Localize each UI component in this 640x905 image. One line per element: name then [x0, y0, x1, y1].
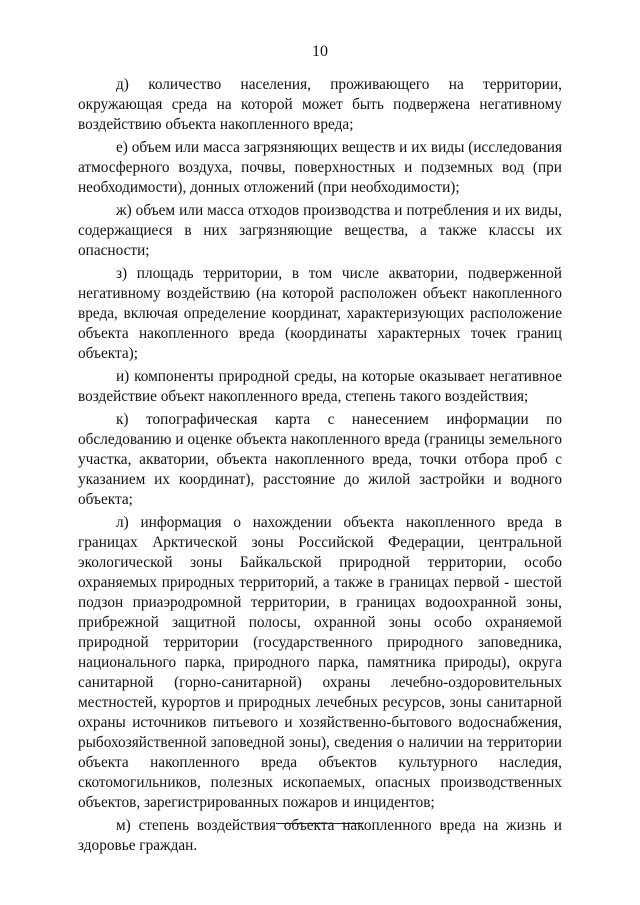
end-separator-line: [276, 823, 363, 824]
paragraph-m: м) степень воздействия объекта накопленного вреда на жизнь и здоровье граждан.: [78, 817, 562, 854]
paragraph-l: л) информация о нахождении объекта накопленного вреда в границах Арктической зоны Российской Федерации, центральной экологической зоны Байкальской природной территории, особо охраняемых природных территорий, а также в границах первой - шестой подзон приаэродромной территории, в границах водоохранной зоны, прибрежной защитной полосы, охранной зоны особо охраняемой природной территории (государственного природного заповедника, национального парка, природного парка, памятника природы), округа санитарной (горно-санитарной) охраны лечебно-оздоровительных местностей, курортов и природных лечебных ресурсов, зоны санитарной охраны источников питьевого и хозяйственно-бытового водоснабжения, рыбохозяйственной заповедной зоны), сведения о наличии на территории объекта накопленного вреда объектов культурного наследия, скотомогильников, полезных ископаемых, опасных производственных объектов, зарегистрированных пожаров и инцидентов;: [78, 514, 562, 811]
paragraph-e: е) объем или масса загрязняющих веществ и их виды (исследования атмосферного воздуха, почвы, поверхностных и подземных вод (при необходимости), донных отложений (при необходимости);: [78, 139, 562, 196]
paragraph-zh: ж) объем или масса отходов производства и потребления и их виды, содержащиеся в них загрязняющие вещества, а также классы их опасности;: [78, 202, 562, 259]
paragraph-d: д) количество населения, проживающего на территории, окружающая среда на которой может быть подвержена негативному воздействию объекта накопленного вреда;: [78, 76, 562, 133]
paragraph-k: к) топографическая карта с нанесением информации по обследованию и оценке объекта накопленного вреда (границы земельного участка, акватории, объекта накопленного вреда, точки отбора проб с указанием их координат), расстояние до жилой застройки и водного объекта;: [78, 411, 562, 508]
paragraph-z: з) площадь территории, в том числе акватории, подверженной негативному воздействию (на которой расположен объект накопленного вреда, включая определение координат, характеризующих расположение объекта накопленного вреда (координаты характерных точек границ объекта);: [78, 265, 562, 362]
document-body: [78, 75, 562, 859]
paragraph-i: и) компоненты природной среды, на которые оказывает негативное воздействие объект накопленного вреда, степень такого воздействия;: [78, 368, 562, 405]
page-number: 10: [312, 43, 328, 60]
